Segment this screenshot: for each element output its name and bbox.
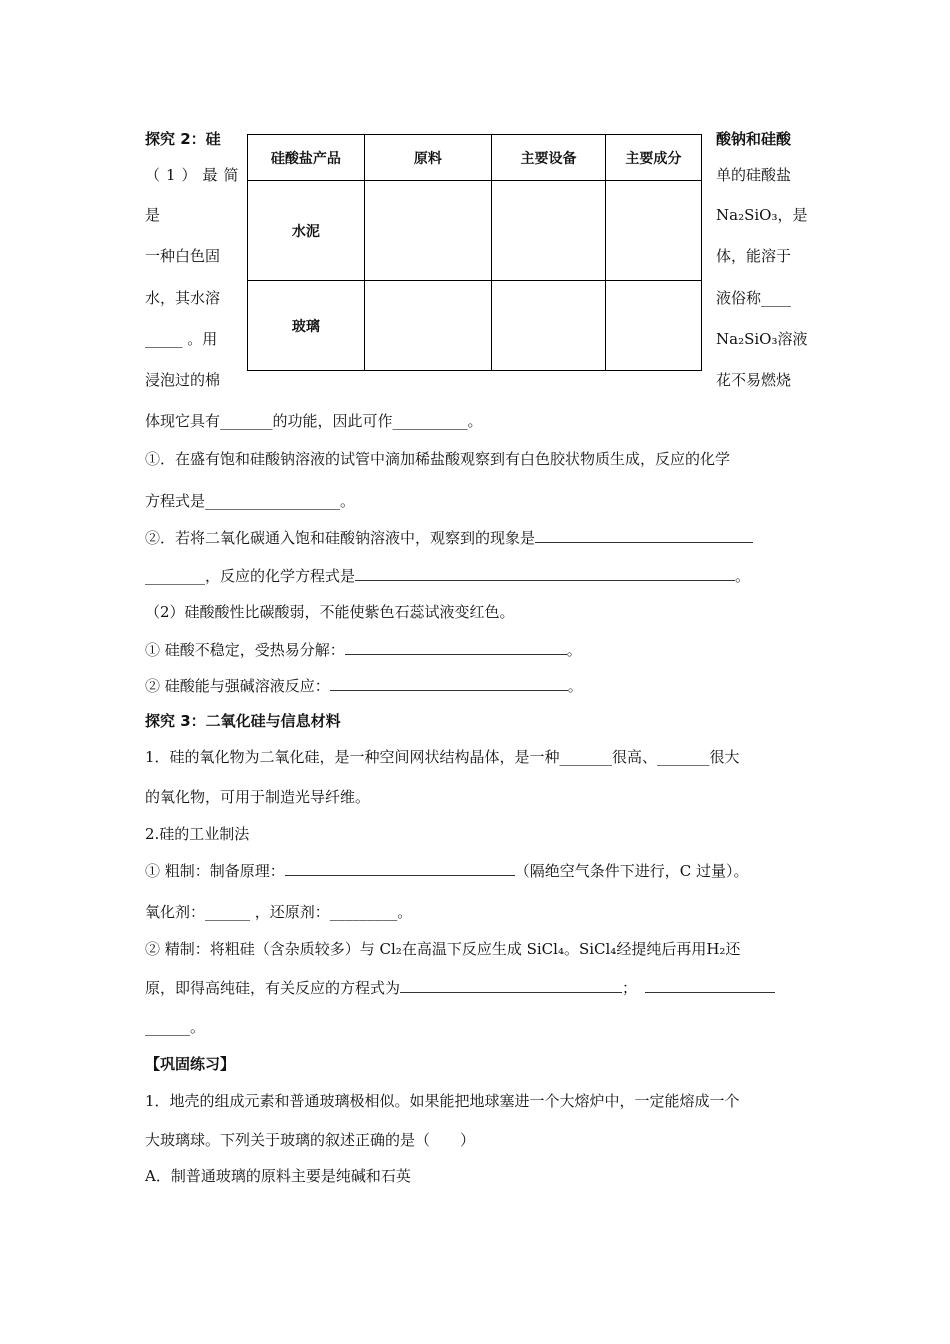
paragraph-text: ① 硅酸不稳定，受热易分解： [145,641,345,659]
table-row-label: 玻璃 [248,281,365,371]
question-line: 方程式是__________________。 [145,492,356,510]
paragraph: （2）硅酸酸性比碳酸弱，不能使紫色石蕊试液变红色。 [145,603,515,621]
table-cell [492,181,606,281]
table-header: 原料 [364,135,491,181]
paragraph: 氧化剂：______ ，还原剂：_________。 [145,903,413,921]
answer-blank [330,678,568,691]
left-fragment: （1）最简 [145,166,245,184]
table-cell [605,281,701,371]
left-fragment: 是 [145,206,161,224]
right-fragment: 体，能溶于 [716,247,792,265]
question-line [145,527,753,548]
right-fragment: 单的硅酸盐 [716,166,792,184]
left-fragment: 浸泡过的棉 [145,371,221,389]
question-line: ①．在盛有饱和硅酸钠溶液的试管中滴加稀盐酸观察到有白色胶状物质生成，反应的化学 [145,450,731,468]
paragraph: ______。 [145,1018,206,1036]
table-cell [492,281,606,371]
paragraph-text: ② 硅酸能与强碱溶液反应： [145,677,330,695]
question-text: ②．若将二氧化碳通入饱和硅酸钠溶液中，观察到的现象是 [145,529,536,547]
question-line: 1．地壳的组成元素和普通玻璃极相似。如果能把地球塞进一个大熔炉中，一定能熔成一个 [145,1092,740,1110]
answer-blank [535,530,753,543]
table-header: 硅酸盐产品 [248,135,365,181]
right-fragment: Na₂SiO₃溶液 [716,330,808,348]
table-cell [364,281,491,371]
period: 。 [567,677,583,695]
right-fragment: Na₂SiO₃，是 [716,206,808,224]
paragraph-text: ① 粗制：制备原理： [145,862,285,880]
answer-blank [345,642,567,655]
period: 。 [735,567,751,585]
paragraph [145,675,583,696]
paragraph-text: 原，即得高纯硅，有关反应的方程式为 [145,979,401,997]
paragraph [145,860,749,881]
left-fragment: 水，其水溶 [145,289,221,307]
answer-blank [285,863,515,876]
function-line: 体现它具有_______的功能，因此可作__________。 [145,412,483,430]
paragraph [145,639,582,660]
paragraph: 1．硅的氧化物为二氧化硅，是一种空间网状结构晶体，是一种_______很高、_______很大 [145,748,740,766]
question-line: 大玻璃球。下列关于玻璃的叙述正确的是（ ） [145,1131,476,1149]
paragraph: ② 精制：将粗硅（含杂质较多）与 Cl₂在高温下反应生成 SiCl₄。SiCl₄经提纯后再用H₂还 [145,940,741,958]
table-cell [605,181,701,281]
paragraph: 2.硅的工业制法 [145,825,250,843]
answer-blank [645,980,775,993]
table-header: 主要设备 [492,135,606,181]
period: 。 [566,641,582,659]
left-fragment: _____ 。用 [145,330,218,348]
right-fragment: 花不易燃烧 [716,371,792,389]
practice-title: 【巩固练习】 [145,1055,236,1073]
question-line [145,565,750,586]
right-fragment: 液俗称____ [716,289,792,307]
section2-heading-right: 酸钠和硅酸 [716,130,792,148]
question-text: ________，反应的化学方程式是 [145,567,356,585]
paragraph-text: ； [622,979,638,997]
answer-blank [400,980,622,993]
paragraph [145,977,775,998]
table-row-label: 水泥 [248,181,365,281]
section2-heading-left: 探究 2：硅 [145,130,221,148]
paragraph-text: （隔绝空气条件下进行，C 过量）。 [514,862,749,880]
option-a: A．制普通玻璃的原料主要是纯碱和石英 [145,1167,411,1185]
answer-blank [355,568,735,581]
section3-title: 探究 3：二氧化硅与信息材料 [145,712,341,730]
silicate-products-table [247,134,702,371]
table-header: 主要成分 [605,135,701,181]
left-fragment: 一种白色固 [145,247,221,265]
table-cell [364,181,491,281]
paragraph: 的氧化物，可用于制造光导纤维。 [145,788,371,806]
